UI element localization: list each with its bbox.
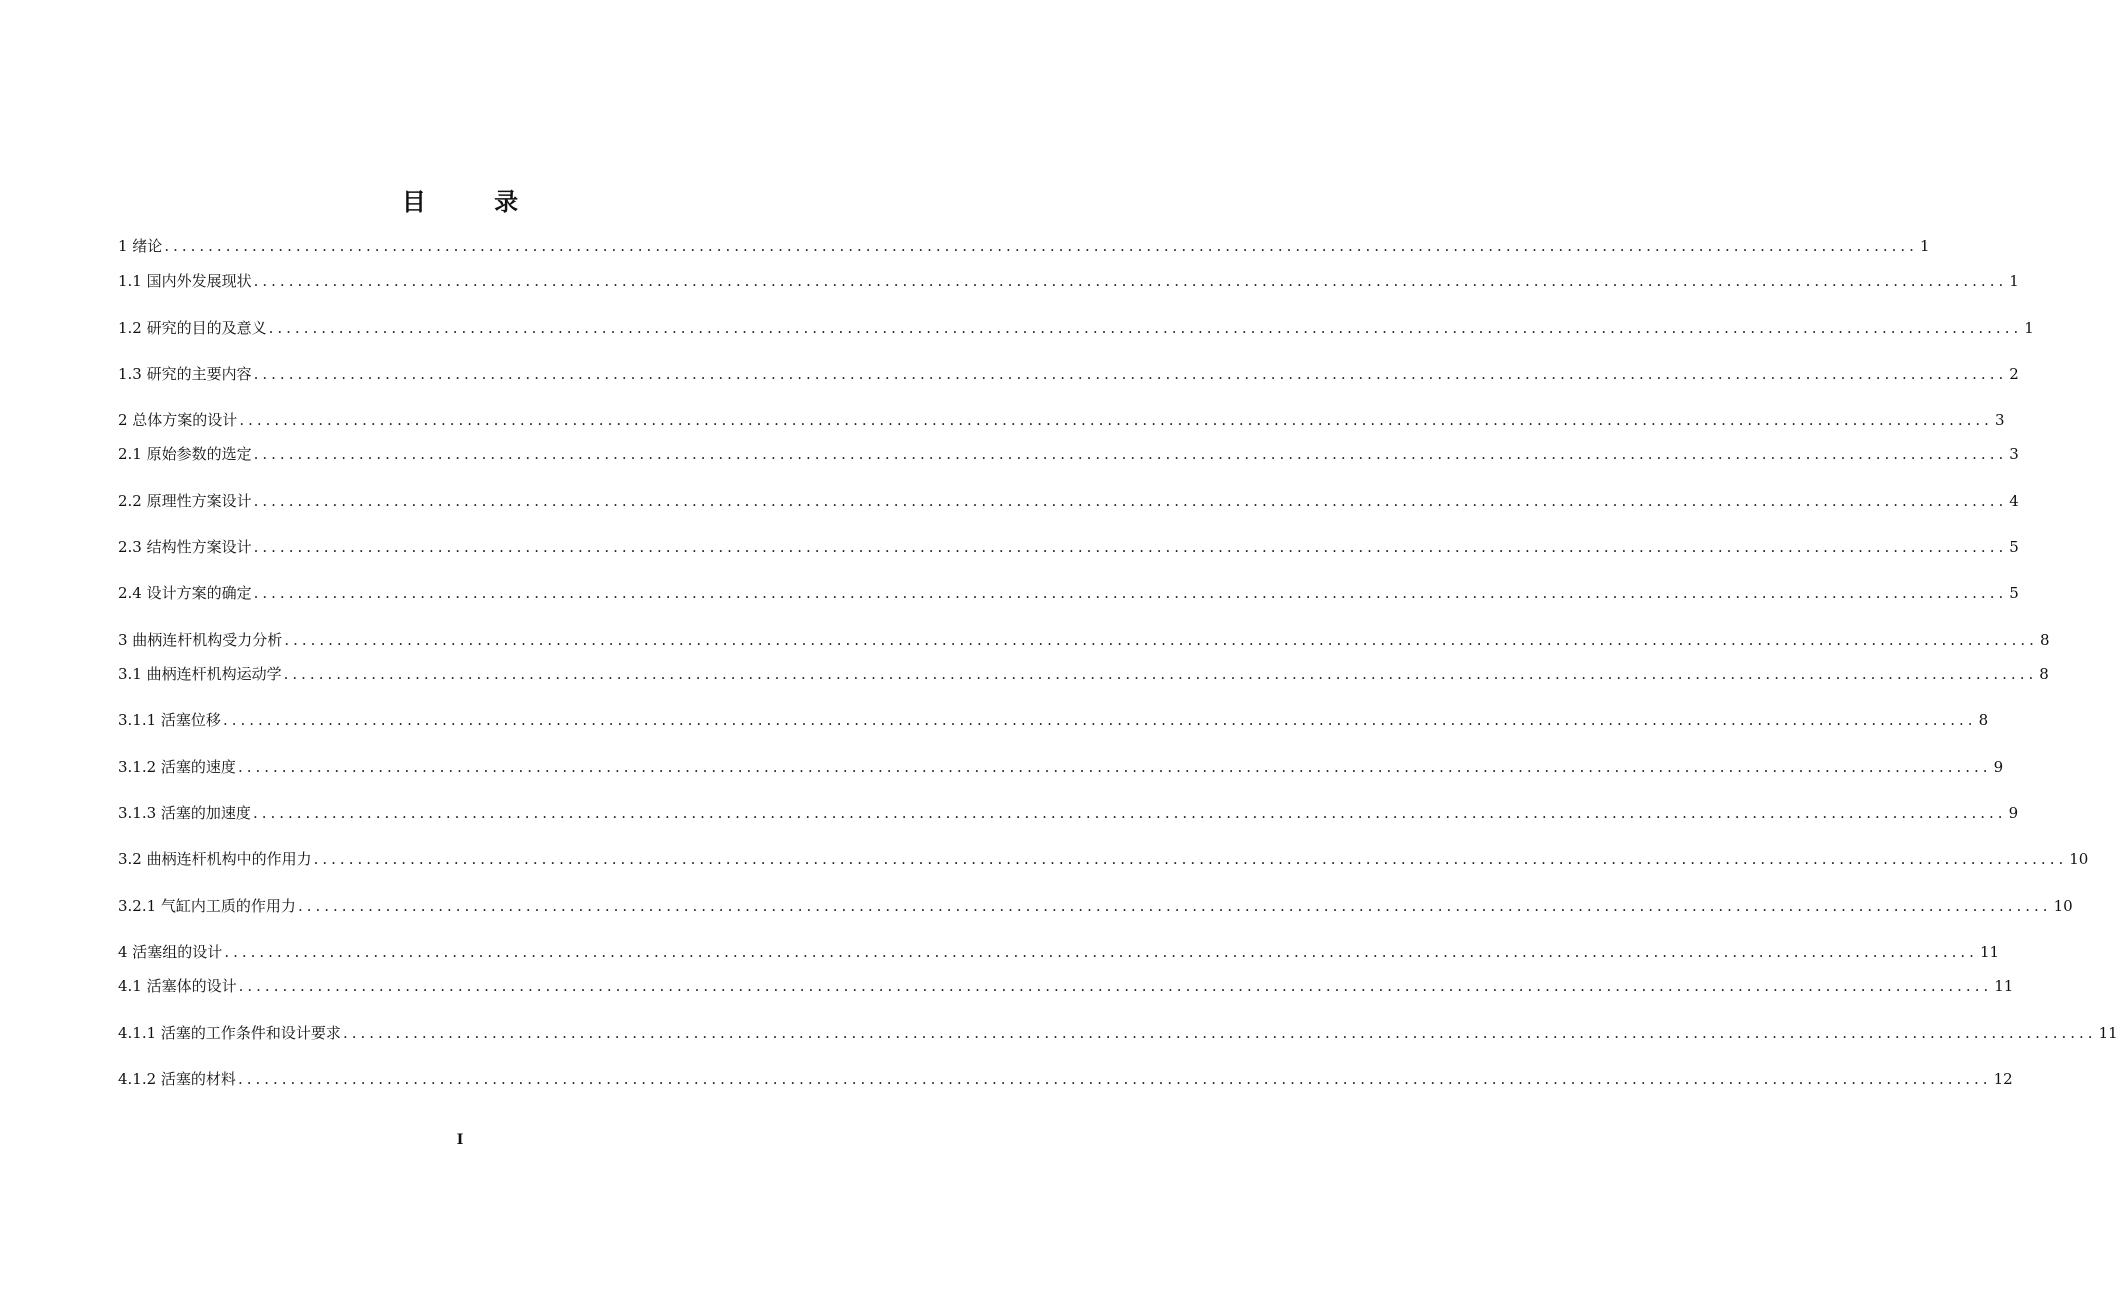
toc-entry-label: 4 活塞组的设计 <box>118 943 223 961</box>
toc-dot-leader: ........................................................................................................................................................................................................ <box>253 492 2008 510</box>
toc-entry-label: 1.3 研究的主要内容 <box>118 365 252 383</box>
toc-dot-leader: ........................................................................................................................................................................................................ <box>253 365 2008 383</box>
toc-entry-label: 3.2.1 气缸内工质的作用力 <box>118 897 296 915</box>
toc-title: 目 录 <box>401 188 549 216</box>
toc-entry-label: 1.1 国内外发展现状 <box>118 272 252 290</box>
toc-entry-page: 12 <box>1993 1070 2013 1088</box>
toc-entry-page: 8 <box>2039 665 2049 683</box>
toc-entry-page: 9 <box>1993 758 2004 776</box>
toc-entry-page: 11 <box>1994 977 2014 995</box>
toc-dot-leader: ........................................................................................................................................................................................................ <box>222 711 1977 729</box>
toc-entry-page: 8 <box>1978 711 1989 729</box>
toc-entry-label: 2 总体方案的设计 <box>118 411 238 429</box>
toc-entry-label: 2.3 结构性方案设计 <box>118 538 252 556</box>
toc-entry[interactable] <box>118 1067 2013 1091</box>
toc-entry-page: 11 <box>2098 1024 2118 1042</box>
toc-dot-leader: ........................................................................................................................................................................................................ <box>238 977 1993 995</box>
toc-entry-page: 3 <box>2009 445 2019 463</box>
toc-entry[interactable] <box>118 234 1930 258</box>
toc-entry-label: 4.1 活塞体的设计 <box>118 977 237 995</box>
toc-entry-page: 9 <box>2008 804 2019 822</box>
toc-entry[interactable] <box>118 847 2089 871</box>
toc-entry-page: 8 <box>2039 631 2050 649</box>
toc-entry-page: 5 <box>2009 538 2019 556</box>
toc-entry-page: 11 <box>1979 943 2000 961</box>
toc-entry[interactable] <box>118 316 2034 340</box>
toc-entry[interactable] <box>118 662 2049 686</box>
toc-entry[interactable] <box>118 628 2050 652</box>
toc-entry[interactable] <box>118 489 2019 513</box>
toc-dot-leader: ........................................................................................................................................................................................................ <box>253 445 2008 463</box>
toc-entry-label: 3.1 曲柄连杆机构运动学 <box>118 665 282 683</box>
toc-dot-leader: ........................................................................................................................................................................................................ <box>237 758 1992 776</box>
toc-dot-leader: ........................................................................................................................................................................................................ <box>252 804 2007 822</box>
toc-entry-page: 1 <box>2024 319 2034 337</box>
toc-dot-leader: ........................................................................................................................................................................................................ <box>237 1070 1992 1088</box>
page-number: I <box>456 1132 464 1148</box>
toc-entry-page: 1 <box>2009 272 2019 290</box>
toc-entry-page: 4 <box>2009 492 2019 510</box>
toc-entry-label: 3.1.3 活塞的加速度 <box>118 804 251 822</box>
toc-entry-page: 10 <box>2053 897 2073 915</box>
toc-entry[interactable] <box>118 581 2019 605</box>
toc-dot-leader: ........................................................................................................................................................................................................ <box>224 943 1978 961</box>
toc-dot-leader: ........................................................................................................................................................................................................ <box>313 850 2068 868</box>
toc-dot-leader: ........................................................................................................................................................................................................ <box>253 272 2008 290</box>
toc-entry[interactable] <box>118 442 2019 466</box>
toc-entry-label: 2.4 设计方案的确定 <box>118 584 252 602</box>
toc-dot-leader: ........................................................................................................................................................................................................ <box>253 538 2008 556</box>
toc-entry-page: 3 <box>1994 411 2005 429</box>
toc-entry[interactable] <box>118 269 2019 293</box>
toc-entry-label: 3.1.1 活塞位移 <box>118 711 221 729</box>
toc-entry[interactable] <box>118 974 2014 998</box>
toc-dot-leader: ........................................................................................................................................................................................................ <box>164 237 1918 255</box>
toc-entry-label: 4.1.2 活塞的材料 <box>118 1070 236 1088</box>
toc-entry-page: 2 <box>2009 365 2019 383</box>
toc-dot-leader: ........................................................................................................................................................................................................ <box>239 411 1993 429</box>
toc-entry[interactable] <box>118 1021 2118 1045</box>
toc-entry[interactable] <box>118 801 2019 825</box>
toc-entry[interactable] <box>118 708 1989 732</box>
toc-dot-leader: ........................................................................................................................................................................................................ <box>297 897 2052 915</box>
toc-dot-leader: ........................................................................................................................................................................................................ <box>283 665 2038 683</box>
toc-entry-label: 4.1.1 活塞的工作条件和设计要求 <box>118 1024 341 1042</box>
toc-entry-label: 1 绪论 <box>118 237 163 255</box>
toc-dot-leader: ........................................................................................................................................................................................................ <box>268 319 2023 337</box>
toc-entry[interactable] <box>118 535 2019 559</box>
toc-entry[interactable] <box>118 755 2004 779</box>
toc-entry-page: 10 <box>2069 850 2089 868</box>
toc-entry-page: 5 <box>2009 584 2019 602</box>
toc-entry-label: 3.2 曲柄连杆机构中的作用力 <box>118 850 312 868</box>
toc-entry[interactable] <box>118 408 2005 432</box>
toc-entry-label: 2.1 原始参数的选定 <box>118 445 252 463</box>
toc-entry-label: 3 曲柄连杆机构受力分析 <box>118 631 283 649</box>
toc-entry-label: 3.1.2 活塞的速度 <box>118 758 236 776</box>
toc-entry[interactable] <box>118 940 2000 964</box>
toc-entry[interactable] <box>118 894 2073 918</box>
toc-entry-page: 1 <box>1919 237 1930 255</box>
toc-entry-label: 2.2 原理性方案设计 <box>118 492 252 510</box>
toc-entry[interactable] <box>118 362 2019 386</box>
toc-entry-label: 1.2 研究的目的及意义 <box>118 319 267 337</box>
toc-dot-leader: ........................................................................................................................................................................................................ <box>342 1024 2097 1042</box>
toc-dot-leader: ........................................................................................................................................................................................................ <box>253 584 2008 602</box>
toc-dot-leader: ........................................................................................................................................................................................................ <box>284 631 2038 649</box>
